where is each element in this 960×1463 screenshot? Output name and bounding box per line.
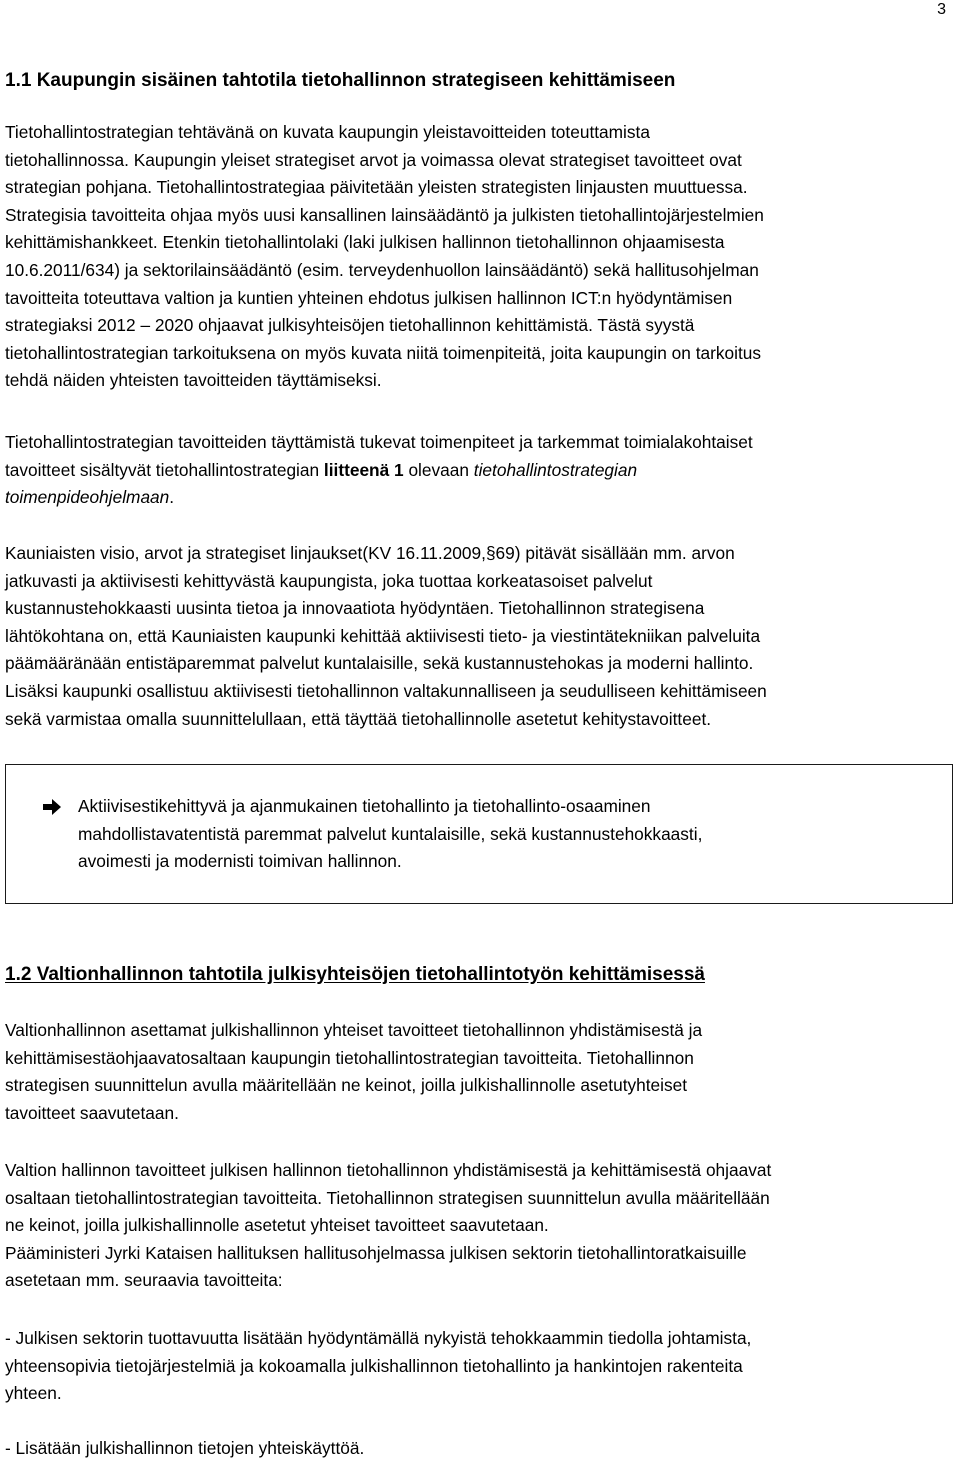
text-line: tehdä näiden yhteisten tavoitteiden täyttämiseksi.: [5, 370, 382, 391]
goal-statement: [78, 793, 702, 876]
section-1-paragraph-2: [5, 429, 957, 512]
text-line: Lisäksi kaupunki osallistuu aktiivisesti tietohallinnon valtakunnalliseen ja seudulliseen kehittämiseen: [5, 680, 767, 701]
text-line: tavoitteita toteuttava valtion ja kuntien yhteinen ehdotus julkisen hallinnon ICT:n hyödyntämisen: [5, 287, 733, 308]
section-2-heading: 1.2 Valtionhallinnon tahtotila julkisyhteisöjen tietohallintotyön kehittämisessä: [5, 964, 705, 985]
page-number: 3: [937, 1, 946, 18]
text-line: tavoitteet saavutetaan.: [5, 1102, 179, 1123]
text-line: [5, 457, 957, 485]
text-line: [5, 484, 957, 512]
text-line: Pääministeri Jyrki Kataisen hallituksen hallitusohjelmassa julkisen sektorin tietohallintoratkaisuille: [5, 1242, 747, 1263]
text-line: avoimesti ja modernisti toimivan hallinnon.: [78, 851, 402, 872]
text-line: Tietohallintostrategian tehtävänä on kuvata kaupungin yleistavoitteiden toteuttamista: [5, 122, 650, 142]
text-line: mahdollistavatentistä paremmat palvelut kuntalaisille, sekä kustannustehokkaasti,: [78, 823, 703, 844]
list-item: [5, 1435, 957, 1463]
document-title-reference: toimenpideohjelmaan: [5, 487, 170, 508]
text-line: Valtion hallinnon tavoitteet julkisen hallinnon tietohallinnon yhdistämisestä ja kehittämisestä ohjaavat: [5, 1160, 772, 1180]
text-line: strategiaksi 2012 – 2020 ohjaavat julkisyhteisöjen tietohallinnon kehittämistä. Tästä syystä: [5, 315, 695, 336]
goal-box: [5, 764, 953, 904]
text-line: Kauniaisten visio, arvot ja strategiset linjaukset(KV 16.11.2009,§69) pitävät sisällään mm. arvon: [5, 543, 735, 563]
text-line: tietohallintostrategian tarkoituksena on myös kuvata niitä toimenpiteitä, joita kaupungin on tarkoitus: [5, 342, 762, 363]
right-arrow-icon: [41, 796, 63, 818]
text-line: Tietohallintostrategian tavoitteiden täyttämistä tukevat toimenpiteet ja tarkemmat toimialakohtaiset: [5, 432, 753, 452]
list-item: [5, 1325, 957, 1408]
text-line: asetetaan mm. seuraavia tavoitteita:: [5, 1270, 283, 1291]
text-line: yhteensopivia tietojärjestelmiä ja kokoamalla julkishallinnon tietohallinto ja hankintojen rakenteita: [5, 1355, 743, 1376]
text-line: Strategisia tavoitteita ohjaa myös uusi kansallinen lainsäädäntö ja julkisten tietohallintojärjestelmien: [5, 204, 764, 225]
text-line: päämääränään entistäparemmat palvelut kuntalaisille, sekä kustannustehokas ja moderni hallinto.: [5, 653, 754, 674]
section-1-paragraph-3: [5, 540, 957, 733]
section-2-paragraph-1: [5, 1017, 957, 1127]
text-line: kehittämishankkeet. Etenkin tietohallintolaki (laki julkisen hallinnon tietohallinnon ohjaamisesta: [5, 232, 725, 253]
text-run: .: [169, 487, 175, 508]
text-line: tietohallinnossa. Kaupungin yleiset strategiset arvot ja voimassa olevat strategiset tavoitteet ovat: [5, 149, 742, 170]
text-line: - Julkisen sektorin tuottavuutta lisätään hyödyntämällä nykyistä tehokkaammin tiedolla johtamista,: [5, 1328, 752, 1348]
text-line: lähtökohtana on, että Kauniaisten kaupunki kehittää aktiivisesti tieto- ja viestintätekniikan palveluita: [5, 625, 761, 646]
text-line: - Lisätään julkishallinnon tietojen yhteiskäyttöä.: [5, 1438, 365, 1458]
text-line: kehittämisestäohjaavatosaltaan kaupungin tietohallintostrategian tavoitteita. Tietohallinnon: [5, 1047, 694, 1068]
text-line: jatkuvasti ja aktiivisesti kehittyvästä kaupungista, joka tuottaa korkeatasoiset palvelut: [5, 570, 653, 591]
text-run: olevaan: [403, 459, 474, 480]
text-line: strategian pohjana. Tietohallintostrategiaa päivitetään yleisten strategisten linjausten muuttuessa.: [5, 177, 748, 198]
text-run: tavoitteet sisältyvät tietohallintostrategian: [5, 459, 324, 480]
text-line: Aktiivisestikehittyvä ja ajanmukainen tietohallinto ja tietohallinto-osaaminen: [78, 796, 651, 816]
text-line: sekä varmistaa omalla suunnittelullaan, että täyttää tietohallinnolle asetetut kehitystavoitteet.: [5, 708, 712, 729]
section-1-heading: 1.1 Kaupungin sisäinen tahtotila tietohallinnon strategiseen kehittämiseen: [5, 70, 676, 91]
text-line: kustannustehokkaasti uusinta tietoa ja innovaatiota hyödyntäen. Tietohallinnon strategisena: [5, 598, 705, 619]
text-line: osaltaan tietohallintostrategian tavoitteita. Tietohallinnon strategisen suunnittelun avulla määritellään: [5, 1187, 770, 1208]
section-1-paragraph-1: [5, 119, 957, 395]
text-line: strategisen suunnittelun avulla määritellään ne keinot, joilla julkishallinnolle asetutyhteiset: [5, 1075, 688, 1096]
text-line: yhteen.: [5, 1383, 62, 1404]
appendix-reference: liitteenä 1: [323, 459, 404, 480]
document-title-reference: tietohallintostrategian: [473, 459, 638, 480]
text-line: 10.6.2011/634) ja sektorilainsäädäntö (esim. terveydenhuollon lainsäädäntö) sekä hallitusohjelman: [5, 259, 759, 280]
section-2-paragraph-2: [5, 1157, 957, 1295]
text-line: ne keinot, joilla julkishallinnolle asetetut yhteiset tavoitteet saavutetaan.: [5, 1215, 549, 1236]
text-line: Valtionhallinnon asettamat julkishallinnon yhteiset tavoitteet tietohallinnon yhdistämisestä ja: [5, 1020, 703, 1040]
